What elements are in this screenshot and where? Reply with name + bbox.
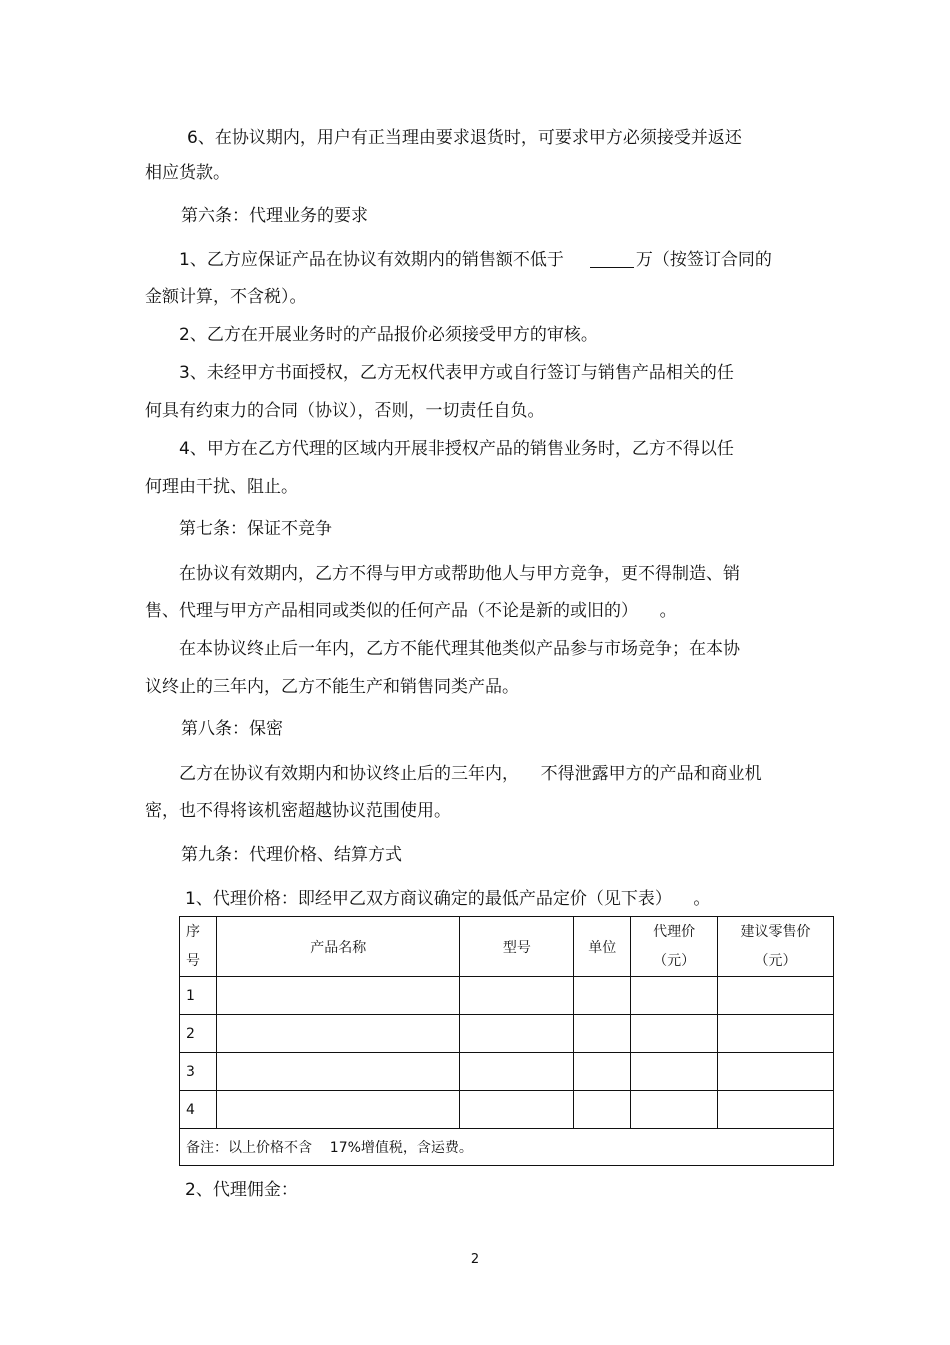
row-seq: 1 <box>180 977 217 1015</box>
clause-6-item-1-text-before-blank: 1、乙方应保证产品在协议有效期内的销售额不低于 <box>179 250 564 270</box>
clause-6-item-1-text-after-blank: 万（按签订合同的 <box>635 250 772 270</box>
row-seq: 4 <box>180 1091 217 1129</box>
table-header-row <box>180 917 834 977</box>
row-retail-price-cell[interactable] <box>718 977 834 1015</box>
header-retail-price-line-1: 建议零售价 <box>740 923 811 940</box>
row-agent-price-cell[interactable] <box>631 1015 718 1053</box>
row-retail-price-cell[interactable] <box>718 1015 834 1053</box>
price-table <box>179 916 834 1166</box>
clause-6-item-4-line-2: 何理由干扰、阻止。 <box>145 477 298 497</box>
table-row <box>180 1015 834 1053</box>
clause-6-item-3-line-1: 3、未经甲方书面授权，乙方无权代表甲方或自行签订与销售产品相关的任 <box>179 363 734 383</box>
header-seq-line-1: 序 <box>186 923 200 940</box>
clause-7-para-2-line-1: 在本协议终止后一年内，乙方不能代理其他类似产品参与市场竞争；在本协 <box>179 639 740 659</box>
clause-7-para-2-line-2: 议终止的三年内，乙方不能生产和销售同类产品。 <box>145 677 519 697</box>
clause-9-item-1: 1、代理价格：即经甲乙双方商议确定的最低产品定价（见下表） 。 <box>185 889 711 909</box>
table-note: 备注：以上价格不含 17%增值税，含运费。 <box>180 1129 834 1166</box>
row-model-cell[interactable] <box>460 977 574 1015</box>
row-model-cell[interactable] <box>460 1053 574 1091</box>
table-note-row <box>180 1129 834 1166</box>
row-unit-cell[interactable] <box>574 1015 631 1053</box>
clause-6-item-1-line-2: 金额计算，不含税）。 <box>145 287 307 307</box>
sales-amount-blank[interactable] <box>590 251 634 268</box>
row-product-name-cell[interactable] <box>216 1015 460 1053</box>
row-unit-cell[interactable] <box>574 1053 631 1091</box>
row-agent-price-cell[interactable] <box>631 1053 718 1091</box>
row-seq: 3 <box>180 1053 217 1091</box>
clause-7-heading: 第七条：保证不竞争 <box>179 519 332 539</box>
header-retail-price-line-2: （元） <box>754 952 797 969</box>
row-model-cell[interactable] <box>460 1091 574 1129</box>
clause-5-item-6-line-2: 相应货款。 <box>145 163 230 183</box>
clause-6-heading: 第六条：代理业务的要求 <box>181 206 368 226</box>
row-agent-price-cell[interactable] <box>631 1091 718 1129</box>
header-seq <box>180 917 217 977</box>
row-model-cell[interactable] <box>460 1015 574 1053</box>
clause-7-para-1-line-1: 在协议有效期内，乙方不得与甲方或帮助他人与甲方竞争，更不得制造、销 <box>179 564 740 584</box>
table-row <box>180 1091 834 1129</box>
clause-5-item-6-line-1: 6、在协议期内，用户有正当理由要求退货时，可要求甲方必须接受并返还 <box>187 128 742 148</box>
row-seq: 2 <box>180 1015 217 1053</box>
header-unit: 单位 <box>574 917 631 977</box>
header-seq-line-2: 号 <box>186 952 200 969</box>
row-agent-price-cell[interactable] <box>631 977 718 1015</box>
row-unit-cell[interactable] <box>574 977 631 1015</box>
row-unit-cell[interactable] <box>574 1091 631 1129</box>
row-retail-price-cell[interactable] <box>718 1053 834 1091</box>
clause-6-item-1-line-1 <box>179 250 772 270</box>
clause-6-item-4-line-1: 4、甲方在乙方代理的区域内开展非授权产品的销售业务时，乙方不得以任 <box>179 439 734 459</box>
header-agent-price <box>631 917 718 977</box>
header-agent-price-line-1: 代理价 <box>653 923 696 940</box>
clause-7-para-1-line-2: 售、代理与甲方产品相同或类似的任何产品（不论是新的或旧的） 。 <box>145 601 677 621</box>
row-product-name-cell[interactable] <box>216 1091 460 1129</box>
clause-9-item-2: 2、代理佣金： <box>185 1180 298 1200</box>
clause-9-heading: 第九条：代理价格、结算方式 <box>181 845 402 865</box>
header-model: 型号 <box>460 917 574 977</box>
header-product-name: 产品名称 <box>216 917 460 977</box>
header-retail-price <box>718 917 834 977</box>
clause-6-item-3-line-2: 何具有约束力的合同（协议），否则，一切责任自负。 <box>145 401 545 421</box>
page-number: 2 <box>470 1252 480 1267</box>
row-retail-price-cell[interactable] <box>718 1091 834 1129</box>
row-product-name-cell[interactable] <box>216 1053 460 1091</box>
clause-8-para-line-2: 密，也不得将该机密超越协议范围使用。 <box>145 801 451 821</box>
row-product-name-cell[interactable] <box>216 977 460 1015</box>
table-row <box>180 977 834 1015</box>
clause-8-heading: 第八条：保密 <box>181 719 283 739</box>
table-row <box>180 1053 834 1091</box>
clause-8-para-line-1: 乙方在协议有效期内和协议终止后的三年内， 不得泄露甲方的产品和商业机 <box>179 764 762 784</box>
header-agent-price-line-2: （元） <box>653 952 696 969</box>
clause-6-item-2: 2、乙方在开展业务时的产品报价必须接受甲方的审核。 <box>179 325 598 345</box>
